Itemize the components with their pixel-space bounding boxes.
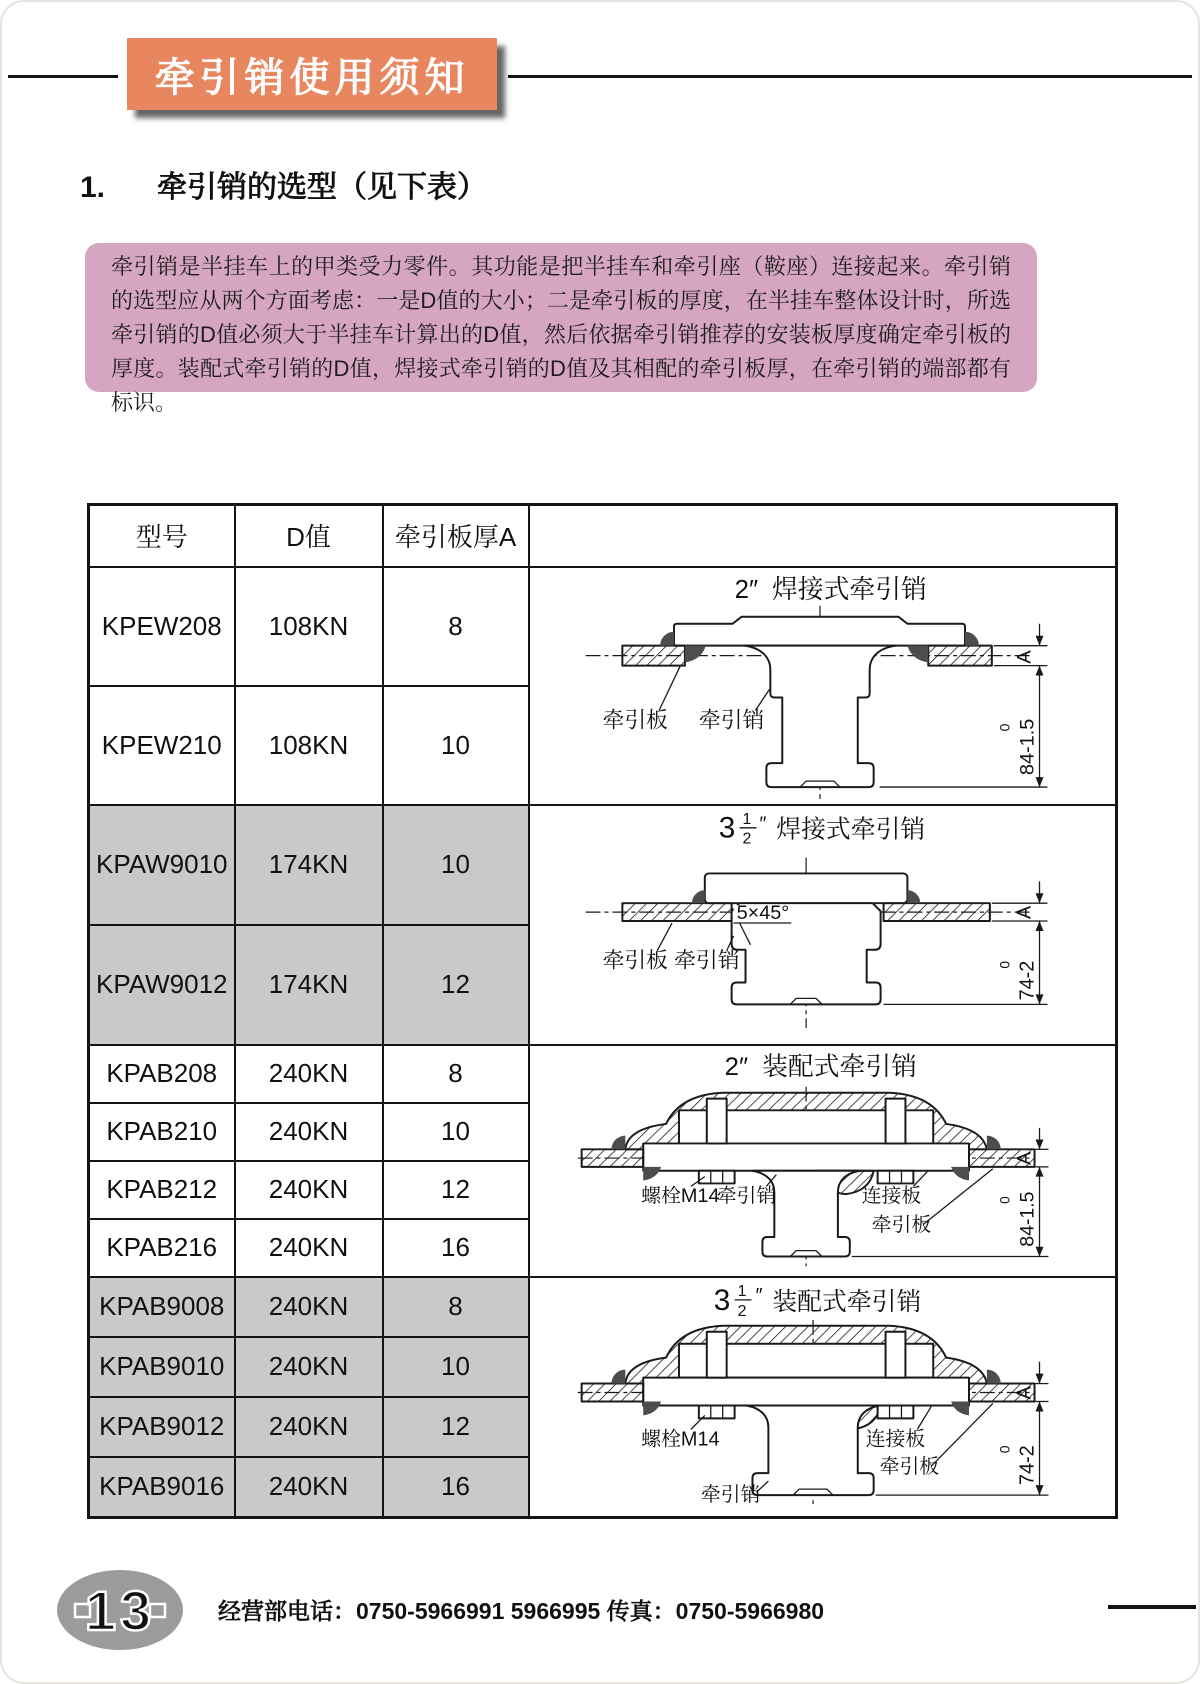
col-header-diagram-empty [529, 505, 1117, 567]
svg-text:焊接式牵引销: 焊接式牵引销 [775, 816, 925, 844]
diagram-2in-welded-kingpin [530, 568, 1114, 804]
kingpin-label: 牵引销 [698, 706, 764, 732]
cell-model: KPEW210 [89, 686, 235, 805]
svg-text:1: 1 [742, 810, 751, 828]
dim-tolerance-label: 0 [996, 723, 1013, 731]
section-number: 1. [80, 171, 106, 204]
weld-fillet [986, 1135, 1000, 1149]
cell-model: KPAB208 [89, 1045, 235, 1103]
traction-plate-left [581, 1383, 643, 1401]
cell-model: KPEW208 [89, 567, 235, 686]
table-header-row [89, 505, 1117, 567]
weld-fillet [986, 1369, 1000, 1383]
cell-d-value: 240KN [235, 1045, 383, 1103]
cell-d-value: 240KN [235, 1397, 383, 1457]
cell-d-value: 240KN [235, 1161, 383, 1219]
col-header-thickness: 牵引板厚A [383, 505, 529, 567]
page-banner-title: 牵引销使用须知 [154, 55, 470, 100]
weld-fillet [611, 1135, 625, 1149]
table-row [89, 1277, 1117, 1337]
dim-value-label: 84-1.5 [1015, 1191, 1039, 1247]
svg-text:3: 3 [718, 811, 735, 845]
cell-thickness: 10 [383, 686, 529, 805]
diagram-cell-2in-bolted [529, 1045, 1117, 1277]
weld-fillet [643, 1401, 661, 1415]
weld-fillet [907, 645, 928, 662]
cell-d-value: 174KN [235, 925, 383, 1045]
weld-fillet [691, 890, 704, 903]
cell-thickness: 10 [383, 805, 529, 925]
bolt-label: 螺栓M14 [640, 1427, 720, 1450]
connecting-plate [643, 1143, 969, 1170]
cell-d-value: 108KN [235, 567, 383, 686]
page-banner [127, 38, 497, 110]
connecting-plate-label: 连接板 [861, 1184, 921, 1207]
weld-fillet [951, 1166, 969, 1180]
cell-thickness: 16 [383, 1219, 529, 1277]
dim-value-label: 74-2 [1016, 960, 1039, 1000]
svg-text:″: ″ [758, 812, 766, 835]
connecting-plate [643, 1377, 969, 1405]
diagram-title: 2″ 装配式牵引销 [724, 1052, 917, 1081]
traction-plate-left [622, 645, 685, 665]
cell-d-value: 108KN [235, 686, 383, 805]
section-title: 牵引销的选型（见下表） [157, 171, 488, 204]
traction-plate-label: 牵引板 [602, 947, 668, 973]
chamfer-label: 5×45° [736, 901, 789, 924]
dim-tolerance-label: 0 [996, 1445, 1013, 1453]
col-header-d-value: D值 [235, 505, 383, 567]
cell-model: KPAB216 [89, 1219, 235, 1277]
bolt-nut-right [877, 1170, 913, 1183]
header-rule-right [508, 75, 1192, 78]
bolt-nut-right [877, 1405, 913, 1418]
bolt-label: 螺栓M14 [640, 1184, 720, 1207]
cell-model: KPAB212 [89, 1161, 235, 1219]
diagram-3p5in-welded-kingpin [530, 806, 1114, 1044]
weld-fillet [643, 1166, 661, 1180]
svg-text:″: ″ [754, 1284, 762, 1307]
cell-thickness: 12 [383, 925, 529, 1045]
dim-a-label: A [1013, 905, 1036, 919]
dim-a-label: A [1013, 1385, 1036, 1399]
cell-thickness: 12 [383, 1161, 529, 1219]
diagram-cell-2in-welded [529, 567, 1117, 805]
dim-value-label: 84-1.5 [1016, 718, 1039, 775]
footer-rule-right [1108, 1605, 1196, 1609]
cell-model: KPAB9016 [89, 1457, 235, 1517]
svg-text:装配式牵引销: 装配式牵引销 [771, 1287, 921, 1316]
kingpin-label: 牵引销 [716, 1184, 776, 1207]
diagram-title [713, 1282, 921, 1319]
cell-d-value: 174KN [235, 805, 383, 925]
dim-a-label: A [1013, 649, 1036, 664]
bolt-shaft-left [706, 1331, 726, 1377]
weld-fillet [965, 631, 979, 645]
traction-plate-left [622, 903, 731, 921]
traction-plate-left [581, 1149, 643, 1167]
page-number-badge [55, 1568, 185, 1657]
cell-thickness: 10 [383, 1103, 529, 1161]
diagram-cell-3p5in-welded [529, 805, 1117, 1045]
traction-plate-label: 牵引板 [602, 706, 668, 732]
diagram-cell-3p5in-bolted [529, 1277, 1117, 1518]
cell-d-value: 240KN [235, 1103, 383, 1161]
dim-tolerance-label: 0 [996, 960, 1013, 969]
cell-thickness: 12 [383, 1397, 529, 1457]
kingpin-body [744, 645, 895, 786]
page-number: 13 [84, 1579, 156, 1642]
svg-text:3: 3 [713, 1283, 730, 1317]
kingpin-flange [674, 616, 965, 645]
table-row [89, 805, 1117, 925]
cell-thickness: 8 [383, 1045, 529, 1103]
col-header-model: 型号 [89, 505, 235, 567]
table-row [89, 1045, 1117, 1103]
table-row [89, 567, 1117, 686]
svg-text:2: 2 [737, 1302, 746, 1320]
traction-plate-right [883, 903, 989, 921]
footer-contact: 经营部电话：0750-5966991 5966995 传真：0750-5966980 [218, 1598, 825, 1624]
cell-d-value: 240KN [235, 1219, 383, 1277]
dim-a-label: A [1012, 1151, 1036, 1165]
diagram-title: 2″ 焊接式牵引销 [734, 575, 927, 604]
section-heading [80, 162, 487, 206]
kingpin-head [704, 873, 907, 903]
kingpin-label: 牵引销 [700, 1483, 760, 1506]
traction-plate-label: 牵引板 [879, 1455, 939, 1478]
intro-note: 牵引销是半挂车上的甲类受力零件。其功能是把半挂车和牵引座（鞍座）连接起来。牵引销的选型应从两个方面考虑：一是D值的大小；二是牵引板的厚度，在半挂车整体设计时，所选牵引销的D值必须大于半挂车计算出的D值，然后依据牵引销推荐的安装板厚度确定牵引板的厚度。装配式牵引销的D值，焊接式牵引销的D值及其相配的牵引板厚，在牵引销的端部都有标识。 [85, 243, 1037, 392]
weld-fillet [684, 645, 705, 662]
svg-text:1: 1 [737, 1282, 746, 1300]
weld-fillet [660, 631, 674, 645]
weld-fillet [951, 1401, 969, 1415]
cell-thickness: 10 [383, 1337, 529, 1397]
cell-d-value: 240KN [235, 1277, 383, 1337]
traction-plate-right [928, 645, 992, 665]
cell-model: KPAB9012 [89, 1397, 235, 1457]
cell-model: KPAW9010 [89, 805, 235, 925]
connecting-plate-label: 连接板 [865, 1427, 925, 1450]
traction-plate-label: 牵引板 [871, 1213, 931, 1236]
diagram-3p5in-bolted-kingpin [530, 1278, 1114, 1516]
cell-thickness: 8 [383, 567, 529, 686]
header-rule-left [8, 75, 118, 78]
diagram-2in-bolted-kingpin [530, 1046, 1114, 1276]
kingpin-body [746, 1405, 879, 1495]
diagram-title [718, 810, 925, 847]
kingpin-label: 牵引销 [673, 947, 740, 973]
cell-thickness: 16 [383, 1457, 529, 1517]
bolt-shaft-left [706, 1098, 726, 1143]
weld-fillet [907, 890, 920, 903]
cell-thickness: 8 [383, 1277, 529, 1337]
cell-d-value: 240KN [235, 1337, 383, 1397]
cell-model: KPAB9010 [89, 1337, 235, 1397]
dim-value-label: 74-2 [1016, 1444, 1039, 1485]
cell-model: KPAW9012 [89, 925, 235, 1045]
dim-tolerance-label: 0 [997, 1195, 1013, 1204]
kingpin-spec-table [87, 503, 1118, 1519]
cell-model: KPAB9008 [89, 1277, 235, 1337]
cell-d-value: 240KN [235, 1457, 383, 1517]
cell-model: KPAB210 [89, 1103, 235, 1161]
bolt-shaft-right [885, 1331, 905, 1377]
bolt-shaft-right [885, 1098, 905, 1143]
svg-text:2: 2 [742, 830, 751, 848]
weld-fillet [611, 1369, 625, 1383]
